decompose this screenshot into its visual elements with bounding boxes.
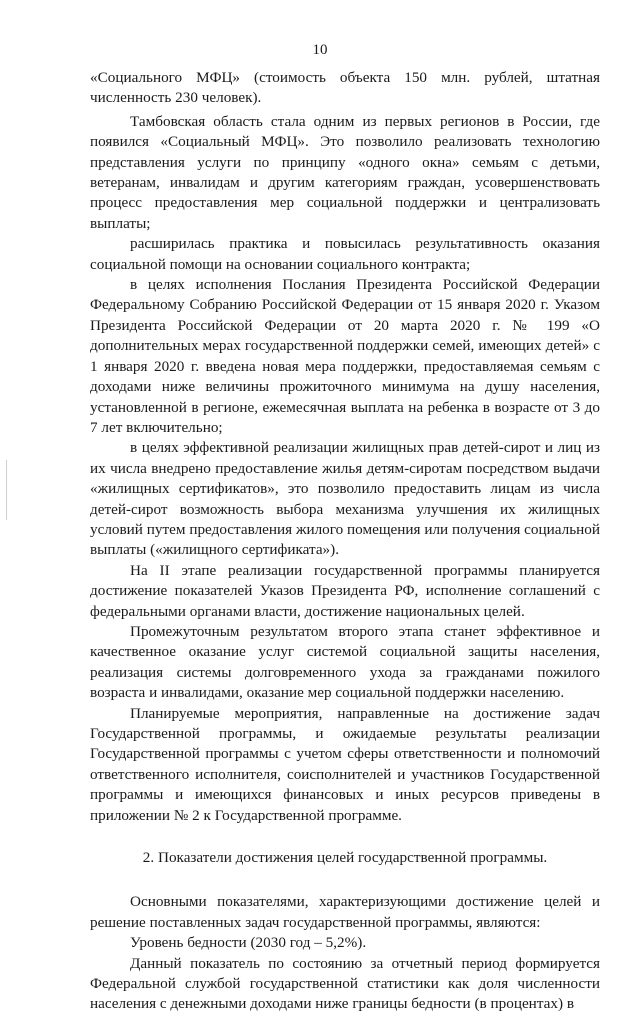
- paragraph-presidential-message: в целях исполнения Послания Президента Российской Федерации Федеральному Собранию Российской Федерации от 15 января 2020 г. Указом Президента Российской Федерации от 20 марта 2020 г. № 199 «О дополнительных мерах государственной поддержки семей, имеющих детей» с 1 января 2020 г. введена новая мера поддержки, предоставляемая семьям с доходами ниже величины прожиточного минимума на душу населения, установленной в регионе, ежемесячная выплата на ребенка в возрасте от 3 до 7 лет включительно;: [90, 276, 600, 436]
- paragraph-social-mfc: Тамбовская область стала одним из первых регионов в России, где появился «Социальный МФЦ». Это позволило реализовать технологию представления услуги по принципу «одного окна» семьям с детьми, ветеранам, инвалидам и другим категориям граждан, усовершенствовать процесс предоставления мер социальной поддержки и централизовать выплаты;: [90, 112, 600, 232]
- paragraph-poverty-level: Уровень бедности (2030 год – 5,2%).: [130, 934, 367, 952]
- scan-edge-mark: [6, 460, 7, 520]
- paragraph-intermediate-result: Промежуточным результатом второго этапа станет эффективное и качественное оказание услуг системой социальной защиты населения, реализация системы долговременного ухода за гражданами пожилого возраста и инвалидами, оказание мер социальной поддержки населению.: [90, 622, 600, 702]
- paragraph-main-indicators: Основными показателями, характеризующими достижение целей и решение поставленных задач государственной программы, являются:: [90, 893, 600, 931]
- paragraph-orphan-housing: в целях эффективной реализации жилищных прав детей-сирот и лиц из их числа внедрено предоставление жилья детям-сиротам посредством выдачи «жилищных сертификатов», это позволило предоставить лицам из числа детей-сирот возможность выбора механизма улучшения их жилищных условий путем предоставления жилого помещения или получения социальной выплаты («жилищного сертификата»).: [90, 439, 600, 559]
- page-number: 10: [312, 42, 328, 58]
- section-heading: 2. Показатели достижения целей государственной программы.: [142, 849, 548, 867]
- paragraph-planned-measures: Планируемые мероприятия, направленные на достижение задач Государственной программы, и ожидаемые результаты реализации Государственной программы с учетом сферы ответственности и полномочий ответственного исполнителя, соисполнителей и участников Государственной программы и имеющихся финансовых и иных ресурсов приведены в приложении № 2 к Государственной программе.: [90, 704, 600, 824]
- document-body: [90, 68, 600, 1015]
- paragraph-stage-two: На II этапе реализации государственной программы планируется достижение показателей Указов Президента РФ, исполнение соглашений с федеральными органами власти, достижение национальных целей.: [90, 561, 600, 620]
- paragraph-indicator-source: Данный показатель по состоянию за отчетный период формируется Федеральной службой государственной статистики как доля численности населения с денежными доходами ниже границы бедности (в процентах) в: [90, 954, 600, 1013]
- paragraph-continuation: «Социального МФЦ» (стоимость объекта 150 млн. рублей, штатная численность 230 человек).: [90, 69, 600, 107]
- paragraph-social-contract: расширилась практика и повысилась результативность оказания социальной помощи на основании социального контракта;: [90, 235, 600, 273]
